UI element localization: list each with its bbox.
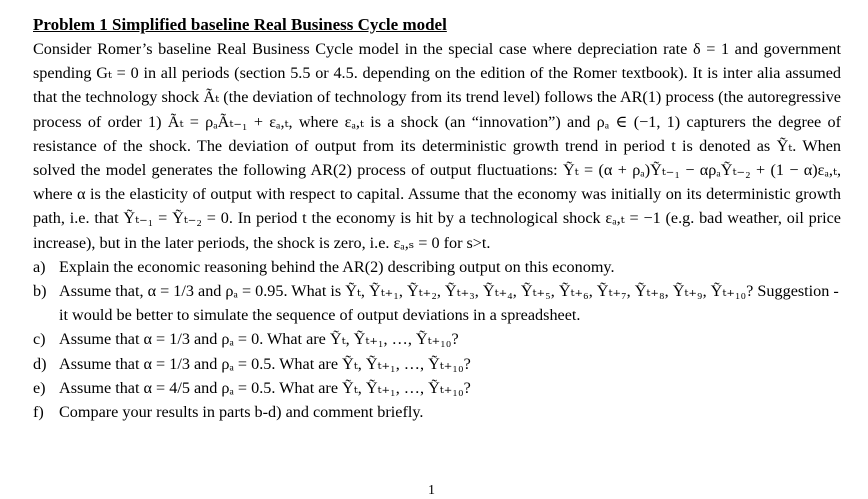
page-number: 1 bbox=[428, 483, 435, 498]
question-label: f) bbox=[33, 403, 44, 422]
document-page bbox=[33, 14, 841, 424]
question-text: Assume that α = 1/3 and ρₐ = 0. What are Ỹₜ, Ỹₜ₊₁, …, Ỹₜ₊₁₀? bbox=[59, 330, 459, 349]
problem-description: Consider Romer’s baseline Real Business Cycle model in the special case where depreciation rate δ = 1 and government spending Gₜ = 0 in all periods (section 5.5 or 4.5. depending on the edition of the Romer textbook). It is inter alia assumed that the technology shock Ãₜ (the deviation of technology from its trend level) follows the AR(1) process (the autoregressive process of order 1) Ãₜ = ρₐÃₜ₋₁ + εₐ,ₜ, where εₐ,ₜ is a shock (an “innovation”) and ρₐ ∈ (−1, 1) capturers the degree of resistance of the shock. The deviation of output from its deterministic growth trend in period t is denoted as Ỹₜ. When solved the model generates the following AR(2) process of output fluctuations: Ỹₜ = (α + ρₐ)Ỹₜ₋₁ − αρₐỸₜ₋₂ + (1 − α)εₐ,ₜ, where α is the elasticity of output with respect to capital. Assume that the economy was initially on its deterministic growth path, i.e. that Ỹₜ₋₁ = Ỹₜ₋₂ = 0. In period t the economy is hit by a technological shock εₐ,ₜ = −1 (e.g. bad weather, oil price increase), but in the later periods, the shock is zero, i.e. εₐ,ₛ = 0 for s>t. bbox=[33, 40, 841, 252]
question-label: e) bbox=[33, 378, 46, 397]
question-item bbox=[33, 255, 841, 279]
question-label: d) bbox=[33, 354, 47, 373]
problem-title: Problem 1 Simplified baseline Real Business Cycle model bbox=[33, 15, 447, 34]
question-text: Assume that, α = 1/3 and ρₐ = 0.95. What is Ỹₜ, Ỹₜ₊₁, Ỹₜ₊₂, Ỹₜ₊₃, Ỹₜ₊₄, Ỹₜ₊₅, Ỹₜ₊₆, Ỹₜ₊₇, Ỹₜ₊₈, Ỹₜ₊₉, Ỹₜ₊₁₀? Suggestion - it would be better to simulate the sequence of output deviations in a spreadsheet. bbox=[59, 282, 839, 325]
question-text: Explain the economic reasoning behind the AR(2) describing output on this economy. bbox=[59, 257, 615, 276]
question-label: b) bbox=[33, 282, 47, 301]
question-item bbox=[33, 352, 841, 376]
question-text: Assume that α = 1/3 and ρₐ = 0.5. What are Ỹₜ, Ỹₜ₊₁, …, Ỹₜ₊₁₀? bbox=[59, 354, 471, 373]
question-text: Compare your results in parts b-d) and comment briefly. bbox=[59, 403, 424, 422]
question-label: c) bbox=[33, 330, 46, 349]
question-item bbox=[33, 279, 841, 327]
question-item bbox=[33, 327, 841, 351]
question-text: Assume that α = 4/5 and ρₐ = 0.5. What are Ỹₜ, Ỹₜ₊₁, …, Ỹₜ₊₁₀? bbox=[59, 378, 471, 397]
question-label: a) bbox=[33, 257, 46, 276]
question-item bbox=[33, 376, 841, 400]
question-item bbox=[33, 400, 841, 424]
question-list bbox=[33, 255, 841, 424]
